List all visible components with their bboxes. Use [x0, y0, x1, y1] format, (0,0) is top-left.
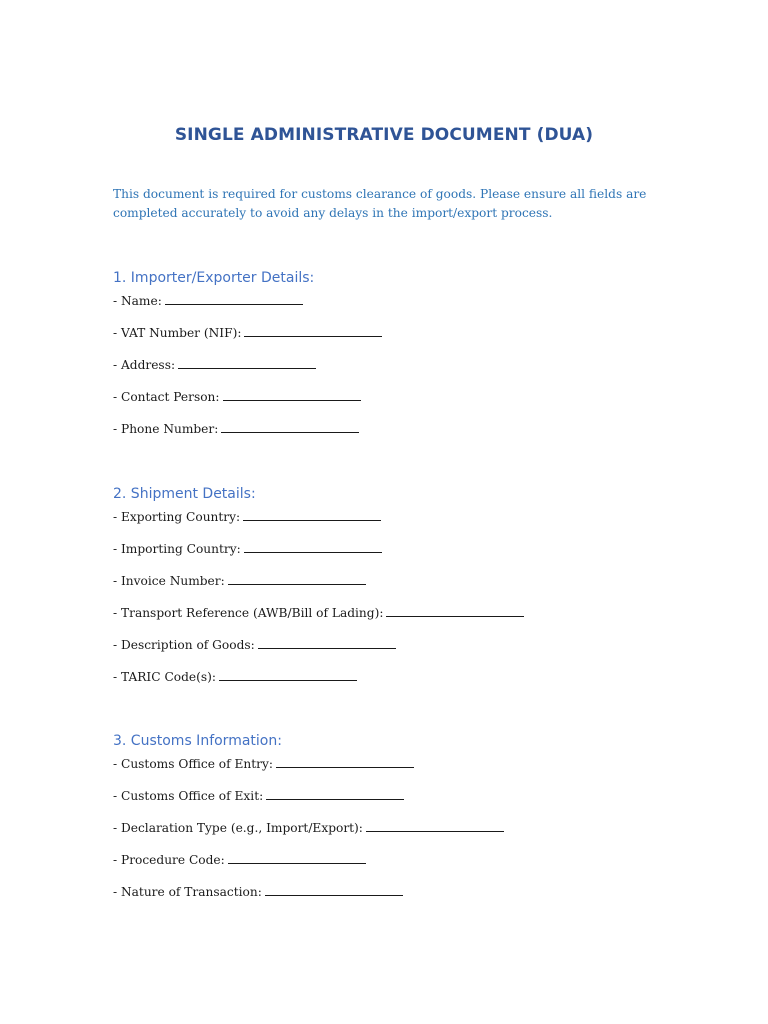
field-label: - TARIC Code(s):	[113, 670, 216, 684]
field-exporting-country	[113, 509, 381, 524]
field-label: - Name:	[113, 294, 162, 308]
field-blank-name[interactable]	[165, 293, 303, 305]
field-blank-nature-of-transaction[interactable]	[265, 884, 403, 896]
field-label: - Importing Country:	[113, 542, 241, 556]
section-heading-shipment: 2. Shipment Details:	[113, 486, 256, 502]
intro-paragraph: This document is required for customs clearance of goods. Please ensure all fields are completed accurately to avoid any delays in the import/export process.	[113, 187, 647, 220]
field-contact-person	[113, 389, 361, 404]
field-blank-procedure-code[interactable]	[228, 852, 366, 864]
field-transport-reference	[113, 605, 524, 620]
field-label: - Customs Office of Entry:	[113, 757, 273, 771]
field-blank-description-of-goods[interactable]	[258, 637, 396, 649]
section-heading-customs-information: 3. Customs Information:	[113, 733, 282, 749]
field-phone-number	[113, 421, 359, 436]
field-blank-customs-office-entry[interactable]	[276, 756, 414, 768]
field-blank-phone-number[interactable]	[221, 421, 359, 433]
field-declaration-type	[113, 820, 504, 835]
field-name	[113, 293, 303, 308]
field-label: - Description of Goods:	[113, 638, 255, 652]
field-blank-exporting-country[interactable]	[243, 509, 381, 521]
field-label: - Contact Person:	[113, 390, 220, 404]
field-label: - Procedure Code:	[113, 853, 225, 867]
field-blank-contact-person[interactable]	[223, 389, 361, 401]
field-taric-codes	[113, 669, 357, 684]
field-address	[113, 357, 316, 372]
field-customs-office-exit	[113, 788, 404, 803]
field-blank-taric-codes[interactable]	[219, 669, 357, 681]
section-heading-importer-exporter: 1. Importer/Exporter Details:	[113, 270, 315, 286]
field-blank-importing-country[interactable]	[244, 541, 382, 553]
field-label: - Declaration Type (e.g., Import/Export):	[113, 821, 363, 835]
field-blank-address[interactable]	[178, 357, 316, 369]
field-blank-vat-number[interactable]	[244, 325, 382, 337]
field-blank-customs-office-exit[interactable]	[266, 788, 404, 800]
field-blank-invoice-number[interactable]	[228, 573, 366, 585]
field-label: - Invoice Number:	[113, 574, 225, 588]
field-label: - Address:	[113, 358, 176, 372]
field-label: - Phone Number:	[113, 422, 219, 436]
field-description-of-goods	[113, 637, 396, 652]
field-procedure-code	[113, 852, 366, 867]
field-label: - Exporting Country:	[113, 510, 241, 524]
field-vat-number	[113, 325, 382, 340]
field-label: - Transport Reference (AWB/Bill of Lading):	[113, 606, 384, 620]
field-customs-office-entry	[113, 756, 414, 771]
field-blank-declaration-type[interactable]	[366, 820, 504, 832]
field-label: - Nature of Transaction:	[113, 885, 262, 899]
field-label: - Customs Office of Exit:	[113, 789, 264, 803]
field-invoice-number	[113, 573, 366, 588]
field-blank-transport-reference[interactable]	[386, 605, 524, 617]
field-importing-country	[113, 541, 382, 556]
field-label: - VAT Number (NIF):	[113, 326, 242, 340]
field-nature-of-transaction	[113, 884, 403, 899]
document-title: SINGLE ADMINISTRATIVE DOCUMENT (DUA)	[174, 125, 594, 145]
